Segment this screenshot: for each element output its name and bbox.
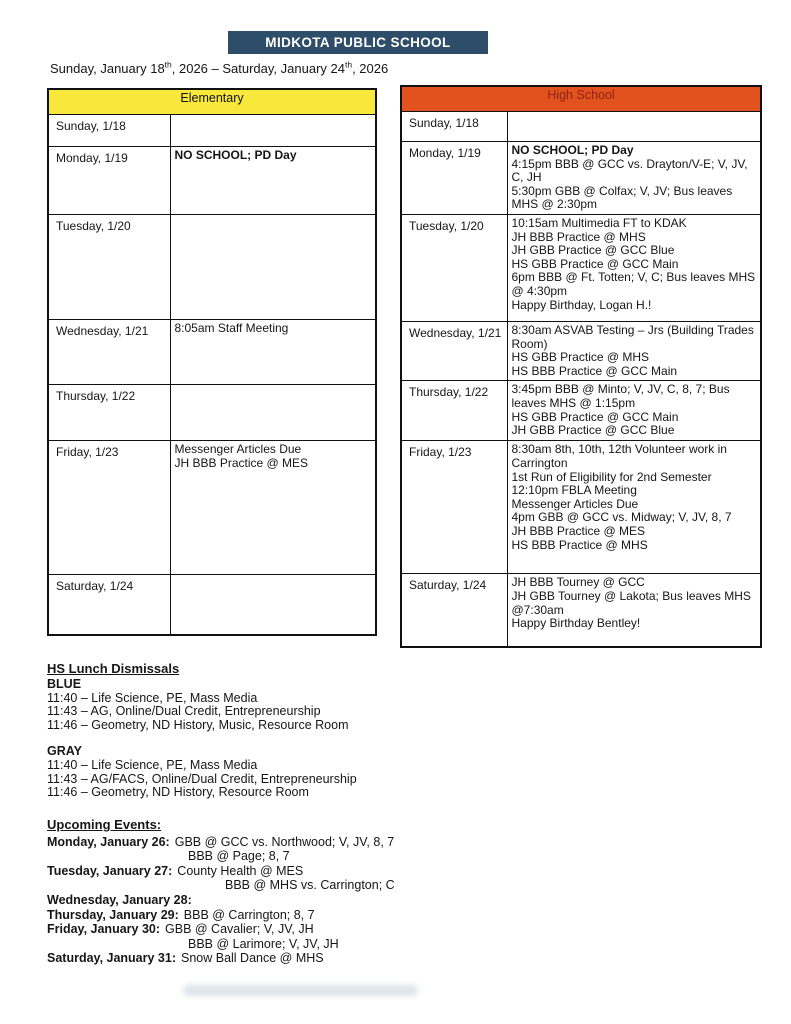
lunch-group-name: BLUE <box>47 676 82 691</box>
event-continuation <box>47 937 607 952</box>
event-text: Snow Ball Dance @ MHS <box>181 951 324 966</box>
table-row <box>401 215 761 322</box>
event-date-label: Tuesday, January 27: <box>47 863 173 878</box>
event-line: 11:40 – Life Science, PE, Mass Media <box>47 690 258 705</box>
day-cell: Friday, 1/23 <box>48 441 170 575</box>
upcoming-events-list <box>47 835 607 966</box>
table-row <box>48 441 376 575</box>
event-line: JH BBB Practice @ MHS <box>511 229 646 244</box>
events-cell <box>170 115 376 147</box>
elementary-table <box>47 88 377 636</box>
table-row <box>48 215 376 320</box>
day-cell: Saturday, 1/24 <box>48 575 170 635</box>
event-line: 8:30am ASVAB Testing – Jrs (Building Trades Room) <box>511 323 754 351</box>
events-cell <box>507 142 761 215</box>
events-cell <box>507 322 761 381</box>
date-range-part: Sunday, January 18 <box>50 61 165 76</box>
event-line: Messenger Articles Due <box>174 442 302 456</box>
date-superscript: th <box>164 59 172 70</box>
events-cell <box>507 112 761 142</box>
event-line: BBB @ Larimore; V, JV, JH <box>188 936 339 951</box>
table-row <box>401 441 761 574</box>
event-date-label: Monday, January 26: <box>47 834 170 849</box>
highschool-header-row <box>401 86 761 112</box>
lunch-group-lines <box>47 759 567 800</box>
event-line: 4:15pm BBB @ GCC vs. Drayton/V-E; V, JV, C, JH <box>511 156 748 185</box>
events-cell <box>170 320 376 385</box>
event-line: 12:10pm FBLA Meeting <box>511 483 637 498</box>
event-date-label: Thursday, January 29: <box>47 907 179 922</box>
event-line: 8:05am Staff Meeting <box>174 321 289 335</box>
event-line: Messenger Articles Due <box>511 496 639 511</box>
day-cell: Sunday, 1/18 <box>48 115 170 147</box>
highschool-table <box>400 85 762 648</box>
day-cell: Monday, 1/19 <box>48 147 170 215</box>
day-cell: Friday, 1/23 <box>401 441 507 574</box>
events-cell <box>170 385 376 441</box>
event-date-label: Wednesday, January 28: <box>47 892 192 907</box>
upcoming-event <box>47 922 607 951</box>
lunch-group-lines <box>47 692 567 733</box>
lunch-heading: HS Lunch Dismissals <box>47 661 180 676</box>
day-cell: Monday, 1/19 <box>401 142 507 215</box>
event-line: 11:46 – Geometry, ND History, Music, Resource Room <box>47 718 349 733</box>
event-line: 11:43 – AG/FACS, Online/Dual Credit, Entrepreneurship <box>47 771 357 786</box>
elementary-header: Elementary <box>48 89 376 115</box>
table-row <box>401 142 761 215</box>
event-line: 11:46 – Geometry, ND History, Resource Room <box>47 785 309 800</box>
event-text: GBB @ Cavalier; V, JV, JH <box>165 922 314 937</box>
event-line: BBB @ Page; 8, 7 <box>188 849 290 864</box>
scan-artifact <box>183 985 418 996</box>
lunch-group-gray <box>47 745 567 800</box>
events-cell <box>507 215 761 322</box>
table-row <box>48 147 376 215</box>
events-cell <box>170 147 376 215</box>
lunch-group-blue <box>47 678 567 733</box>
table-row <box>48 385 376 441</box>
event-line: JH GBB Practice @ GCC Blue <box>511 243 675 258</box>
elementary-header-row <box>48 89 376 115</box>
table-row <box>401 574 761 647</box>
event-line: HS BBB Practice @ GCC Main <box>511 363 678 378</box>
day-cell: Wednesday, 1/21 <box>48 320 170 385</box>
day-cell: Saturday, 1/24 <box>401 574 507 647</box>
date-range <box>50 61 388 76</box>
event-line: HS GBB Practice @ GCC Main <box>511 256 679 271</box>
events-cell <box>170 215 376 320</box>
event-text: County Health @ MES <box>177 863 304 878</box>
event-line: NO SCHOOL; PD Day <box>174 148 297 162</box>
school-title-banner <box>228 31 488 54</box>
event-line: 3:45pm BBB @ Minto; V, JV, C, 8, 7; Bus leaves MHS @ 1:15pm <box>511 382 730 410</box>
event-text: BBB @ Carrington; 8, 7 <box>183 907 315 922</box>
event-continuation <box>47 849 607 864</box>
upcoming-events-section <box>47 818 607 966</box>
lunch-group-name: GRAY <box>47 743 82 758</box>
event-line: 10:15am Multimedia FT to KDAK <box>511 216 687 230</box>
event-line: JH BBB Tourney @ GCC <box>511 575 645 590</box>
upcoming-event <box>47 951 607 966</box>
day-cell: Tuesday, 1/20 <box>48 215 170 320</box>
event-date-label: Friday, January 30: <box>47 922 161 937</box>
highschool-header: High School <box>401 86 761 112</box>
day-cell: Wednesday, 1/21 <box>401 322 507 381</box>
event-line: 11:40 – Life Science, PE, Mass Media <box>47 757 258 772</box>
events-cell <box>170 575 376 635</box>
day-cell: Thursday, 1/22 <box>48 385 170 441</box>
event-line: JH BBB Practice @ MES <box>174 455 309 470</box>
date-superscript: th <box>344 59 353 70</box>
event-date-label: Saturday, January 31: <box>47 951 176 966</box>
event-line: Happy Birthday, Logan H.! <box>511 297 652 312</box>
event-line: BBB @ MHS vs. Carrington; C <box>225 878 395 893</box>
upcoming-event <box>47 864 607 893</box>
upcoming-event <box>47 893 607 908</box>
lunch-dismissals-section <box>47 662 567 812</box>
event-line: HS GBB Practice @ MHS <box>511 350 650 365</box>
day-cell: Tuesday, 1/20 <box>401 215 507 322</box>
day-cell: Sunday, 1/18 <box>401 112 507 142</box>
event-line: 6pm BBB @ Ft. Totten; V, C; Bus leaves MHS @ 4:30pm <box>511 270 756 298</box>
event-line: NO SCHOOL; PD Day <box>511 143 634 157</box>
event-line: HS GBB Practice @ GCC Main <box>511 409 679 424</box>
event-continuation <box>47 878 607 893</box>
day-cell: Thursday, 1/22 <box>401 381 507 441</box>
events-cell <box>507 574 761 647</box>
event-line: 8:30am 8th, 10th, 12th Volunteer work in Carrington <box>511 442 727 470</box>
event-line: 11:43 – AG, Online/Dual Credit, Entrepreneurship <box>47 704 321 719</box>
event-line: HS BBB Practice @ MHS <box>511 537 648 552</box>
event-line: 1st Run of Eligibility for 2nd Semester <box>511 469 712 484</box>
date-range-part: , 2026 <box>352 61 389 76</box>
event-text: GBB @ GCC vs. Northwood; V, JV, 8, 7 <box>174 834 395 849</box>
table-row <box>401 322 761 381</box>
date-range-part: , 2026 – Saturday, January 24 <box>171 61 345 76</box>
upcoming-event <box>47 908 607 923</box>
events-cell <box>170 441 376 575</box>
event-line: 5:30pm GBB @ Colfax; V, JV; Bus leaves MHS @ 2:30pm <box>511 183 733 212</box>
table-row <box>401 381 761 441</box>
event-line: JH BBB Practice @ MES <box>511 523 646 538</box>
table-row <box>401 112 761 142</box>
event-line: JH GBB Tourney @ Lakota; Bus leaves MHS @7:30am <box>511 588 751 617</box>
table-row <box>48 575 376 635</box>
upcoming-event <box>47 835 607 864</box>
table-row <box>48 320 376 385</box>
table-row <box>48 115 376 147</box>
events-cell <box>507 441 761 574</box>
upcoming-heading: Upcoming Events: <box>47 817 162 832</box>
events-cell <box>507 381 761 441</box>
event-line: JH GBB Practice @ GCC Blue <box>511 423 675 438</box>
page-title: MIDKOTA PUBLIC SCHOOL <box>265 35 451 50</box>
event-line: Happy Birthday Bentley! <box>511 616 641 631</box>
event-line: 4pm GBB @ GCC vs. Midway; V, JV, 8, 7 <box>511 510 732 525</box>
